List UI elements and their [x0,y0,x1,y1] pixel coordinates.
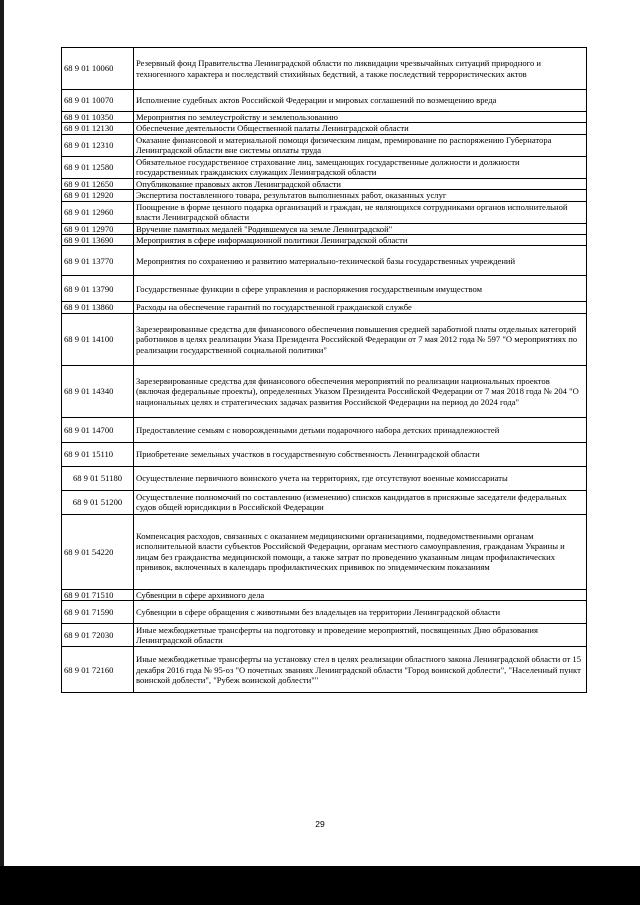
table-row [62,201,587,223]
table-row [62,156,587,178]
row-code: 68 9 01 10060 [62,48,134,90]
row-code: 68 9 01 71510 [62,589,134,600]
table-row [62,223,587,234]
row-description: Мероприятия в сфере информационной политики Ленинградской области [134,235,587,246]
row-description: Осуществление полномочий по составлению (изменению) списков кандидатов в присяжные заседатели федеральных судов общей юрисдикции в Российской Федерации [134,490,587,514]
row-code: 68 9 01 12130 [62,123,134,134]
row-code: 68 9 01 12920 [62,190,134,201]
row-code: 68 9 01 13690 [62,235,134,246]
row-description: Зарезервированные средства для финансового обеспечения мероприятий по реализации национальных проектов (включая федеральные проекты), определенных Указом Президента Российской Федерации от 7 мая 2018 года № 204 "О национальных целях и стратегических задачах развития Российской Федерации на период до 2024 года" [134,365,587,417]
row-description: Осуществление первичного воинского учета на территориях, где отсутствуют военные комиссариаты [134,466,587,490]
table-row [62,365,587,417]
table-row [62,112,587,123]
row-description: Субвенции в сфере обращения с животными без владельцев на территории Ленинградской области [134,601,587,624]
row-code: 68 9 01 51200 [62,490,134,514]
table-row [62,601,587,624]
row-description: Иные межбюджетные трансферты на подготовку и проведение мероприятий, посвященных Дню образования Ленинградской области [134,624,587,647]
row-code: 68 9 01 12310 [62,134,134,156]
table-row [62,123,587,134]
row-description: Мероприятия по землеустройству и землепользованию [134,112,587,123]
row-description: Компенсация расходов, связанных с оказанием медицинскими организациями, подведомственными органам исполнительной власти субъектов Российской Федерации, органам местного самоуправления, гражданам Украины и лицам без гражданства медицинской помощи, а также затрат по проведению указанным лицам профилактических прививок, включенных в календарь профилактических прививок по эпидемическим показаниям [134,514,587,589]
row-description: Экспертиза поставленного товара, результатов выполненных работ, оказанных услуг [134,190,587,201]
table-row [62,466,587,490]
row-code: 68 9 01 13790 [62,276,134,302]
row-code: 68 9 01 72160 [62,647,134,693]
row-description: Иные межбюджетные трансферты на установку стел в целях реализации областного закона Ленинградской области от 15 декабря 2016 года № 95-оз "О почетных званиях Ленинградской области "Город воинской доблести", "Населенный пункт воинской доблести", "Рубеж воинской доблести"" [134,647,587,693]
row-description: Резервный фонд Правительства Ленинградской области по ликвидации чрезвычайных ситуаций природного и техногенного характера и последствий стихийных бедствий, а также последствий террористических актов [134,48,587,90]
row-code: 68 9 01 51180 [62,466,134,490]
row-description: Поощрение в форме ценного подарка организаций и граждан, не являющихся сотрудниками органов исполнительной власти Ленинградской области [134,201,587,223]
page-number: 29 [315,819,325,829]
row-description: Вручение памятных медалей "Родившемуся на земле Ленинградской" [134,223,587,234]
table-row [62,647,587,693]
row-description: Исполнение судебных актов Российской Федерации и мировых соглашений по возмещению вреда [134,90,587,112]
table-row [62,514,587,589]
table-row [62,490,587,514]
table-row [62,48,587,90]
row-description: Оказание финансовой и материальной помощи физическим лицам, премирование по распоряжению Губернатора Ленинградской области вне системы оплаты труда [134,134,587,156]
row-code: 68 9 01 72030 [62,624,134,647]
row-code: 68 9 01 12960 [62,201,134,223]
table-row [62,246,587,276]
table-row [62,589,587,600]
row-description: Субвенции в сфере архивного дела [134,589,587,600]
row-code: 68 9 01 71590 [62,601,134,624]
row-code: 68 9 01 12970 [62,223,134,234]
row-description: Государственные функции в сфере управления и распоряжения государственным имуществом [134,276,587,302]
scan-bottom-black-bar [0,866,640,905]
row-description: Обеспечение деятельности Общественной палаты Ленинградской области [134,123,587,134]
row-description: Мероприятия по сохранению и развитию материально-технической базы государственных учреждений [134,246,587,276]
row-code: 68 9 01 10070 [62,90,134,112]
row-code: 68 9 01 10350 [62,112,134,123]
row-description: Опубликование правовых актов Ленинградской области [134,178,587,189]
table-row [62,134,587,156]
row-code: 68 9 01 12650 [62,178,134,189]
table-row [62,302,587,313]
row-description: Предоставление семьям с новорожденными детьми подарочного набора детских принадлежностей [134,417,587,442]
row-description: Зарезервированные средства для финансового обеспечения повышения средней заработной платы отдельных категорий работников в целях реализации Указа Президента Российской Федерации от 7 мая 2012 года № 597 "О мероприятиях по реализации государственной социальной политики" [134,313,587,365]
table-row [62,624,587,647]
row-description: Приобретение земельных участков в государственную собственность Ленинградской области [134,442,587,466]
row-code: 68 9 01 14700 [62,417,134,442]
table-row [62,276,587,302]
row-code: 68 9 01 14340 [62,365,134,417]
table-row [62,178,587,189]
row-code: 68 9 01 15110 [62,442,134,466]
row-code: 68 9 01 54220 [62,514,134,589]
row-code: 68 9 01 13860 [62,302,134,313]
row-description: Расходы на обеспечение гарантий по государственной гражданской службе [134,302,587,313]
row-code: 68 9 01 12580 [62,156,134,178]
table-row [62,417,587,442]
row-code: 68 9 01 14100 [62,313,134,365]
budget-classification-table [61,47,587,693]
row-description: Обязательное государственное страхование лиц, замещающих государственные должности и должности государственных гражданских служащих Ленинградской области [134,156,587,178]
table-row [62,313,587,365]
scan-edge-shadow [0,0,4,905]
row-code: 68 9 01 13770 [62,246,134,276]
table-row [62,190,587,201]
table-row [62,442,587,466]
table-row [62,235,587,246]
table-row [62,90,587,112]
